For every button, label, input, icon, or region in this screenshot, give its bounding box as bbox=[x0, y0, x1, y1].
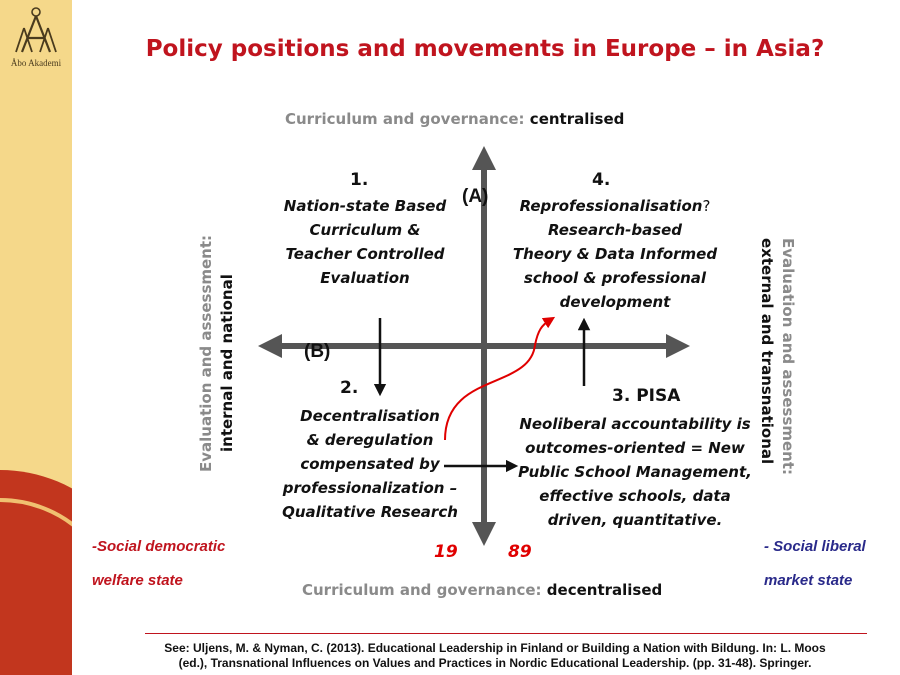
quadrant-1-line: Nation-state Based bbox=[283, 197, 447, 215]
logo-text: Åbo Akademi bbox=[10, 58, 62, 68]
quadrant-4-line: school & professional bbox=[523, 269, 707, 287]
social-democratic-label: -Social democratic bbox=[92, 538, 226, 555]
quadrant-1-line: Teacher Controlled bbox=[285, 245, 445, 263]
quadrant-3-text bbox=[500, 412, 770, 532]
quadrant-2-number: 2. bbox=[340, 378, 359, 398]
quadrant-3-line: driven, quantitative. bbox=[547, 511, 723, 529]
axis-label-left bbox=[196, 235, 238, 472]
quadrant-2-line: professionalization – bbox=[282, 479, 458, 497]
axis-label-right-value: external and transnational bbox=[758, 238, 776, 465]
quadrant-3-line: Neoliberal accountability is bbox=[519, 415, 751, 433]
quadrant-2-line: Decentralisation bbox=[300, 407, 440, 425]
page-title: Policy positions and movements in Europe – in Asia? bbox=[145, 36, 825, 62]
axis-label-bottom bbox=[302, 581, 662, 599]
quadrant-2-line: Qualitative Research bbox=[282, 503, 458, 521]
market-state-label: market state bbox=[764, 572, 853, 589]
quadrant-1-text bbox=[265, 194, 465, 290]
quadrant-4-heading-main: Reprofessionalisation bbox=[519, 197, 703, 215]
axis-marker-b: (B) bbox=[304, 341, 331, 362]
quadrant-4-line: Research-based bbox=[547, 221, 683, 239]
reference-line-2: (ed.), Transnational Influences on Values and Practices in Nordic Educational Leadership. (pp. 31-48). Springer. bbox=[178, 656, 812, 670]
quadrant-2-text bbox=[275, 404, 465, 524]
year-end: 89 bbox=[508, 542, 532, 562]
axis-label-right-prefix: Evaluation and assessment: bbox=[779, 238, 797, 476]
quadrant-4-number: 4. bbox=[592, 170, 611, 190]
quadrant-1-number: 1. bbox=[350, 170, 369, 190]
axis-marker-a: (A) bbox=[462, 186, 489, 207]
quadrant-2-line: compensated by bbox=[300, 455, 440, 473]
axis-label-bottom-prefix: Curriculum and governance: bbox=[302, 581, 542, 599]
social-liberal-label: - Social liberal bbox=[764, 538, 866, 555]
quadrant-4-text bbox=[500, 194, 730, 314]
axis-label-top-value: centralised bbox=[529, 110, 625, 128]
axis-label-top-prefix: Curriculum and governance: bbox=[285, 110, 525, 128]
axis-label-bottom-value: decentralised bbox=[546, 581, 663, 599]
reference-citation bbox=[100, 641, 890, 671]
quadrant-3-line: Public School Management, bbox=[518, 463, 752, 481]
quadrant-3-number: 3. PISA bbox=[612, 386, 681, 406]
welfare-state-label: welfare state bbox=[92, 572, 183, 589]
reference-divider bbox=[145, 633, 867, 634]
quadrant-4-line: development bbox=[559, 293, 671, 311]
reference-line-1: See: Uljens, M. & Nyman, C. (2013). Educational Leadership in Finland or Building a Nation with Bildung. In: L. Moos bbox=[164, 641, 826, 655]
axis-label-left-value: internal and national bbox=[218, 274, 236, 452]
quadrant-1-line: Curriculum & bbox=[309, 221, 421, 239]
quadrant-4-heading bbox=[500, 194, 730, 218]
quadrant-4-line: Theory & Data Informed bbox=[512, 245, 718, 263]
quadrant-2-line: & deregulation bbox=[306, 431, 434, 449]
quadrant-1-line: Evaluation bbox=[320, 269, 410, 287]
axis-label-left-prefix: Evaluation and assessment: bbox=[197, 234, 215, 472]
quadrant-4-question-mark: ? bbox=[702, 197, 711, 215]
quadrant-3-line: effective schools, data bbox=[539, 487, 731, 505]
quadrant-3-line: outcomes-oriented = New bbox=[525, 439, 745, 457]
year-start: 19 bbox=[434, 542, 458, 562]
